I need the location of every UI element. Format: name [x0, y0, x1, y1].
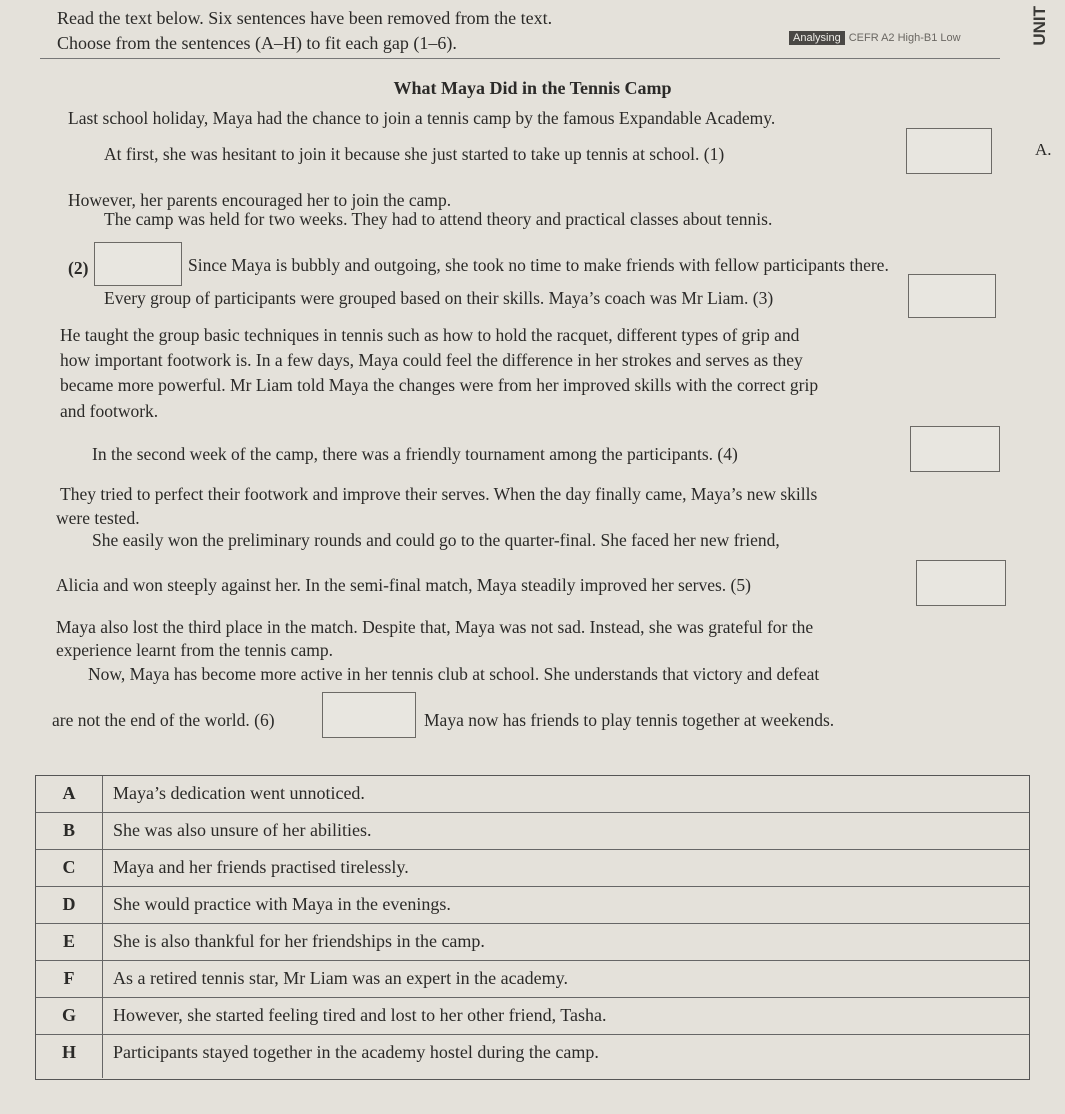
passage-line: and footwork.: [60, 401, 159, 421]
instruction-line-2: Choose from the sentences (A–H) to fit each gap (1–6).: [57, 33, 457, 53]
gap-1-answer: A.: [1035, 140, 1052, 159]
gap-2-box[interactable]: [94, 242, 182, 286]
level-indicator: [789, 31, 961, 45]
option-row-f: [36, 961, 1029, 998]
passage-line: became more powerful. Mr Liam told Maya the changes were from her improved skills with the correct grip: [60, 375, 819, 395]
passage-line: However, her parents encouraged her to join the camp.: [68, 190, 452, 210]
passage-line: Now, Maya has become more active in her tennis club at school. She understands that victory and defeat: [88, 664, 820, 684]
option-row-h: [36, 1035, 1029, 1078]
passage-line: Every group of participants were grouped based on their skills. Maya’s coach was Mr Liam. (3): [104, 288, 774, 308]
option-letter: C: [62, 857, 76, 877]
passage-line: how important footwork is. In a few days, Maya could feel the difference in her strokes and serves as they: [60, 350, 803, 370]
options-table: [35, 775, 1030, 1080]
unit-label: UNIT: [1030, 6, 1049, 46]
level-tag: Analysing: [789, 31, 845, 45]
option-letter: H: [61, 1042, 76, 1062]
level-text: CEFR A2 High-B1 Low: [848, 32, 961, 44]
option-text: She was also unsure of her abilities.: [113, 820, 372, 840]
passage-line: Alicia and won steeply against her. In the semi-final match, Maya steadily improved her serves. (5): [56, 575, 751, 595]
passage-line: She easily won the preliminary rounds and could go to the quarter-final. She faced her new friend,: [92, 530, 780, 550]
passage-line: experience learnt from the tennis camp.: [56, 640, 333, 660]
gap-1-box[interactable]: [906, 128, 992, 174]
option-row-g: [36, 998, 1029, 1035]
option-row-e: [36, 924, 1029, 961]
option-letter: B: [62, 820, 75, 840]
passage-title: What Maya Did in the Tennis Camp: [393, 78, 672, 98]
gap-4-box[interactable]: [910, 426, 1000, 472]
option-text: Participants stayed together in the academy hostel during the camp.: [113, 1042, 599, 1062]
passage-line: He taught the group basic techniques in tennis such as how to hold the racquet, different types of grip and: [60, 325, 800, 345]
passage-line: Since Maya is bubbly and outgoing, she took no time to make friends with fellow participants there.: [188, 255, 889, 275]
option-text: She is also thankful for her friendships in the camp.: [113, 931, 485, 951]
gap-2-number: (2): [68, 258, 89, 278]
instruction-line-1: Read the text below. Six sentences have been removed from the text.: [57, 8, 553, 28]
option-text: She would practice with Maya in the evenings.: [113, 894, 451, 914]
passage-line: The camp was held for two weeks. They had to attend theory and practical classes about tennis.: [104, 209, 773, 229]
gap-5-box[interactable]: [916, 560, 1006, 606]
option-text: However, she started feeling tired and lost to her other friend, Tasha.: [113, 1005, 607, 1025]
passage-line: Last school holiday, Maya had the chance to join a tennis camp by the famous Expandable Academy.: [68, 108, 776, 128]
option-row-c: [36, 850, 1029, 887]
passage-line: In the second week of the camp, there was a friendly tournament among the participants. (4): [92, 444, 738, 464]
option-text: Maya and her friends practised tirelessly.: [113, 857, 409, 877]
passage-line: They tried to perfect their footwork and improve their serves. When the day finally came, Maya’s new skills: [60, 484, 818, 504]
option-letter: F: [63, 968, 75, 988]
option-row-a: [36, 776, 1029, 813]
option-letter: G: [61, 1005, 76, 1025]
gap-3-box[interactable]: [908, 274, 996, 318]
passage-line: are not the end of the world. (6): [52, 710, 275, 730]
passage-line: Maya also lost the third place in the match. Despite that, Maya was not sad. Instead, she was grateful for the: [56, 617, 814, 637]
gap-6-box[interactable]: [322, 692, 416, 738]
passage-line: were tested.: [56, 508, 140, 528]
option-text: Maya’s dedication went unnoticed.: [113, 783, 365, 803]
option-letter: A: [62, 783, 76, 803]
option-row-b: [36, 813, 1029, 850]
passage-line: At first, she was hesitant to join it because she just started to take up tennis at school. (1): [104, 144, 725, 164]
option-letter: D: [62, 894, 76, 914]
option-text: As a retired tennis star, Mr Liam was an expert in the academy.: [113, 968, 568, 988]
option-row-d: [36, 887, 1029, 924]
option-letter: E: [62, 931, 75, 951]
passage-line: Maya now has friends to play tennis together at weekends.: [424, 710, 835, 730]
